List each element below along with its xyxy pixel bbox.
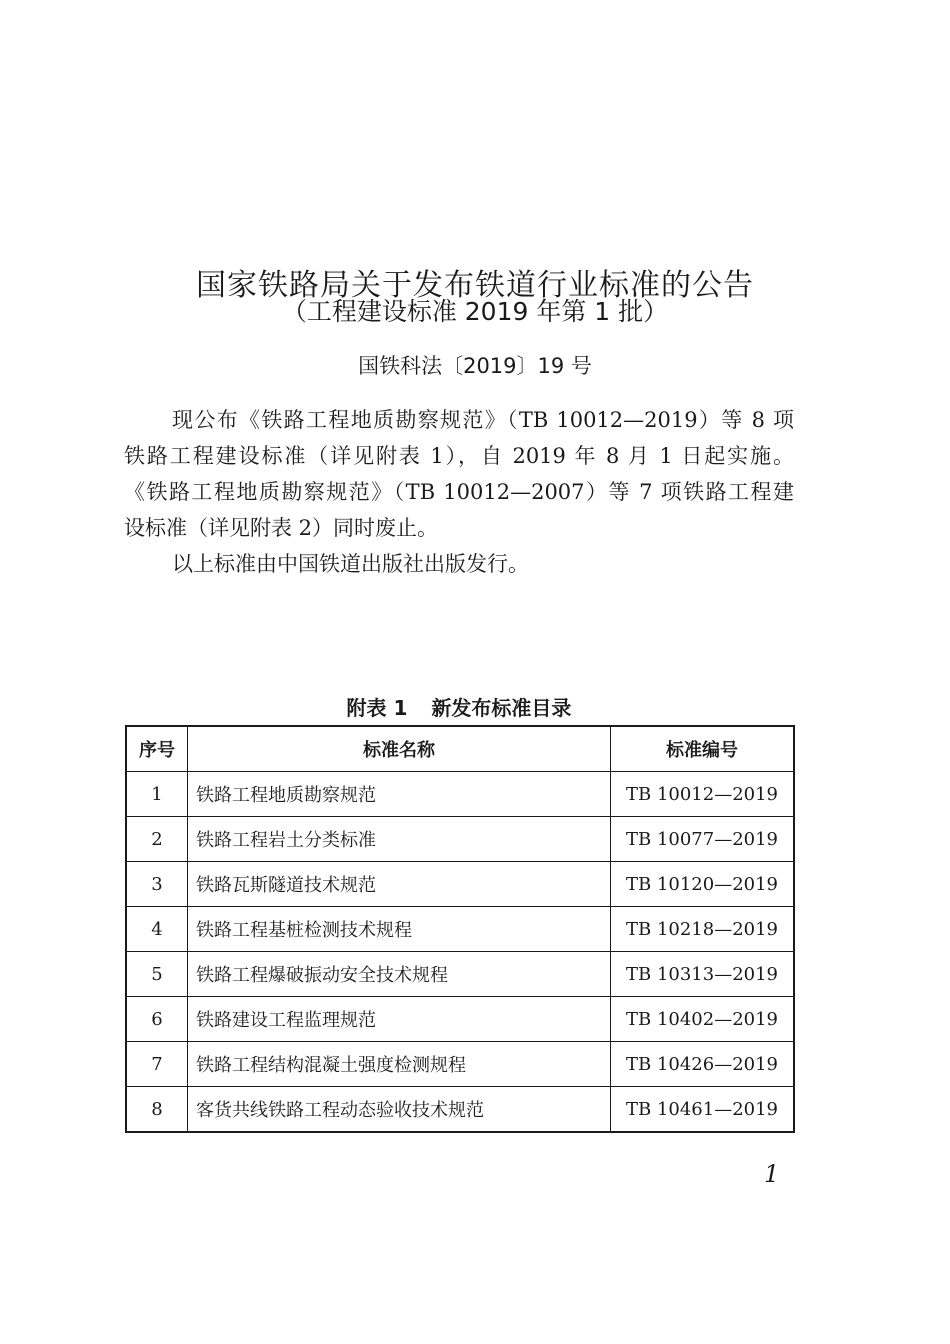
table-row bbox=[126, 772, 794, 817]
column-header-code: 标准编号 bbox=[611, 726, 795, 772]
table-row bbox=[126, 997, 794, 1042]
row-standard-name: 铁路工程地质勘察规范 bbox=[188, 772, 611, 817]
paragraph-line: 《铁路工程地质勘察规范》（TB 10012—2007）等 7 项铁路工程建 bbox=[124, 480, 794, 504]
standards-table bbox=[125, 725, 795, 1133]
row-standard-code: TB 10120—2019 bbox=[611, 862, 795, 907]
row-standard-name: 铁路工程岩土分类标准 bbox=[188, 817, 611, 862]
document-number: 国铁科法〔2019〕19 号 bbox=[358, 354, 592, 378]
page-title: 国家铁路局关于发布铁道行业标准的公告 bbox=[196, 268, 754, 304]
page-subtitle: （工程建设标准 2019 年第 1 批） bbox=[281, 297, 669, 326]
row-standard-code: TB 10012—2019 bbox=[611, 772, 795, 817]
publisher-paragraph: 以上标准由中国铁道出版社出版发行。 bbox=[172, 552, 529, 576]
column-header-name: 标准名称 bbox=[188, 726, 611, 772]
row-standard-code: TB 10313—2019 bbox=[611, 952, 795, 997]
table-row bbox=[126, 952, 794, 997]
row-standard-code: TB 10461—2019 bbox=[611, 1087, 795, 1133]
table-row bbox=[126, 1042, 794, 1087]
table-row bbox=[126, 1087, 794, 1133]
row-index: 6 bbox=[126, 997, 188, 1042]
row-standard-name: 铁路瓦斯隧道技术规范 bbox=[188, 862, 611, 907]
paragraph-line: 现公布《铁路工程地质勘察规范》（TB 10012—2019）等 8 项 bbox=[172, 408, 794, 432]
table-row bbox=[126, 907, 794, 952]
row-index: 5 bbox=[126, 952, 188, 997]
row-index: 3 bbox=[126, 862, 188, 907]
table-row bbox=[126, 817, 794, 862]
row-standard-code: TB 10077—2019 bbox=[611, 817, 795, 862]
row-standard-code: TB 10426—2019 bbox=[611, 1042, 795, 1087]
paragraph-line: 铁路工程建设标准（详见附表 1），自 2019 年 8 月 1 日起实施。 bbox=[124, 444, 794, 468]
row-standard-name: 客货共线铁路工程动态验收技术规范 bbox=[188, 1087, 611, 1133]
row-index: 8 bbox=[126, 1087, 188, 1133]
row-standard-code: TB 10218—2019 bbox=[611, 907, 795, 952]
row-standard-code: TB 10402—2019 bbox=[611, 997, 795, 1042]
table-row bbox=[126, 862, 794, 907]
paragraph-line: 设标准（详见附表 2）同时废止。 bbox=[124, 516, 439, 540]
column-header-index: 序号 bbox=[126, 726, 188, 772]
row-standard-name: 铁路工程爆破振动安全技术规程 bbox=[188, 952, 611, 997]
table-caption bbox=[0, 692, 918, 721]
row-index: 1 bbox=[126, 772, 188, 817]
row-index: 2 bbox=[126, 817, 188, 862]
announcement-paragraph bbox=[124, 402, 794, 546]
row-index: 7 bbox=[126, 1042, 188, 1087]
row-standard-name: 铁路建设工程监理规范 bbox=[188, 997, 611, 1042]
row-standard-name: 铁路工程基桩检测技术规程 bbox=[188, 907, 611, 952]
row-index: 4 bbox=[126, 907, 188, 952]
row-standard-name: 铁路工程结构混凝土强度检测规程 bbox=[188, 1042, 611, 1087]
page-number: 1 bbox=[764, 1160, 780, 1188]
table-caption-label: 附表 1 bbox=[346, 696, 408, 720]
table-caption-title: 新发布标准目录 bbox=[431, 696, 572, 720]
table-header-row bbox=[126, 726, 794, 772]
